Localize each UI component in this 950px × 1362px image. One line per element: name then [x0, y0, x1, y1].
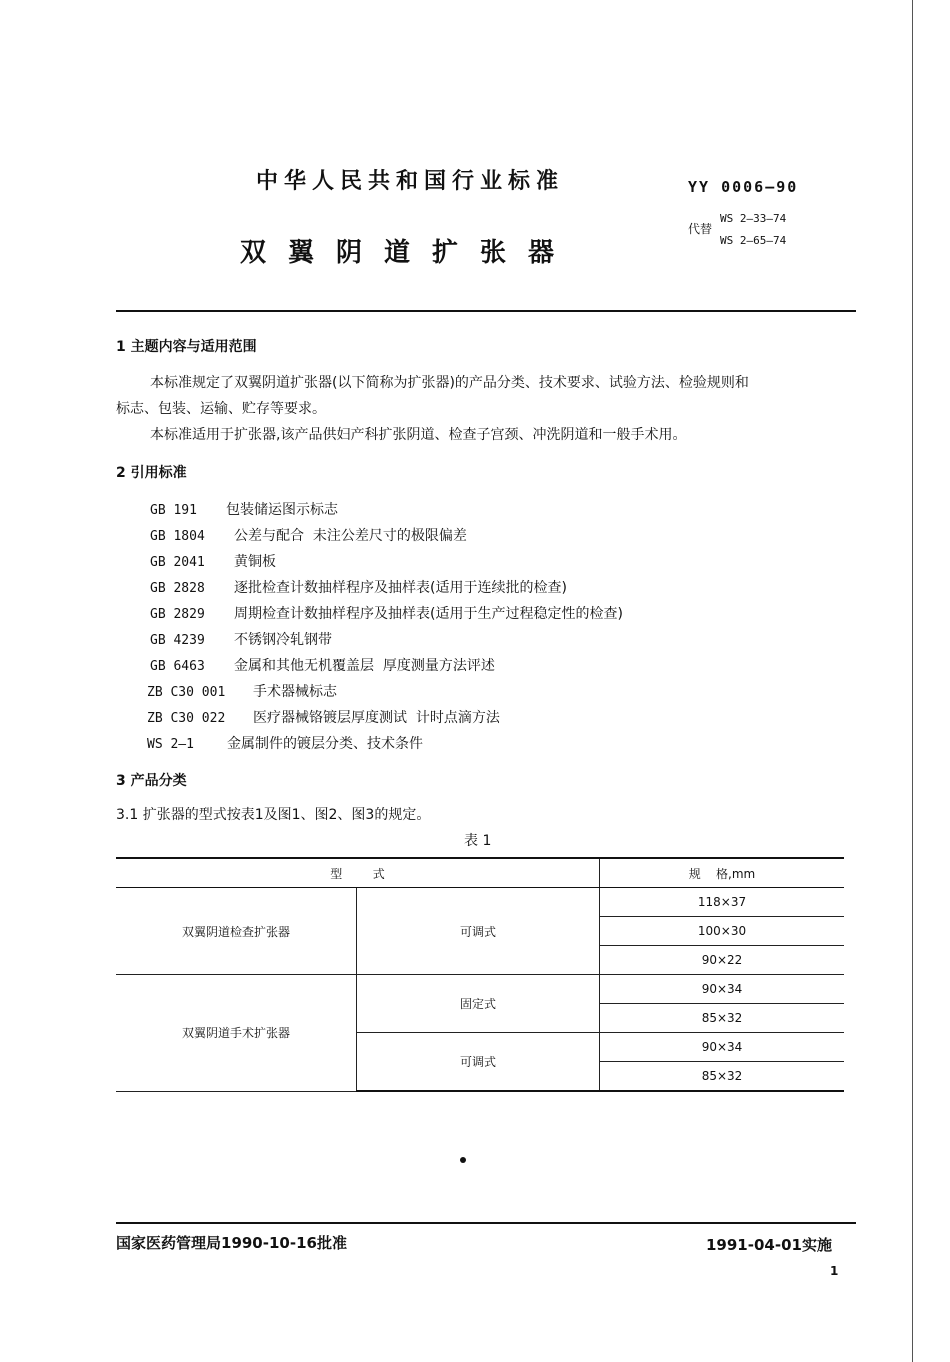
- header-spec: 规 格,mm: [600, 858, 845, 888]
- reference-title: 金属和其他无机覆盖层 厚度测量方法评述: [234, 658, 495, 674]
- reference-title: 手术器械标志: [253, 684, 337, 700]
- document-title: 双翼阴道扩张器: [240, 238, 577, 268]
- reference-item: [147, 733, 423, 753]
- spec-table: [116, 857, 844, 1092]
- reference-item: [150, 551, 276, 571]
- header-type: 型 式: [116, 858, 600, 888]
- table-row: [116, 888, 844, 917]
- group-2-fixed: 固定式: [357, 975, 600, 1033]
- replaces-label: 代替: [688, 222, 713, 236]
- reference-title: 周期检查计数抽样程序及抽样表(适用于生产过程稳定性的检查): [234, 606, 623, 622]
- approval-line: 国家医药管理局1990-10-16批准: [116, 1234, 347, 1252]
- standard-code: YY 0006—90: [688, 178, 799, 196]
- reference-code: GB 2828: [150, 581, 205, 596]
- section-1-heading: 1 主题内容与适用范围: [116, 339, 257, 355]
- replaced-standard-2: WS 2—65—74: [720, 234, 787, 247]
- reference-title: 包装储运图示标志: [226, 502, 338, 518]
- spec-cell: 85×32: [600, 1062, 845, 1092]
- section-3-heading: 3 产品分类: [116, 773, 187, 789]
- reference-code: GB 1804: [150, 529, 205, 544]
- national-standard-title: 中华人民共和国行业标准: [256, 169, 565, 194]
- header-divider: [116, 310, 856, 312]
- table-caption: 表 1: [464, 833, 492, 849]
- group-1-name: 双翼阴道检查扩张器: [116, 888, 357, 975]
- section-1-para-2: 本标准适用于扩张器,该产品供妇产科扩张阴道、检查子宫颈、冲洗阴道和一般手术用。: [150, 427, 687, 443]
- section-1-para-1-line-1: 本标准规定了双翼阴道扩张器(以下简称为扩张器)的产品分类、技术要求、试验方法、检验规则和: [150, 375, 749, 391]
- group-2-name: 双翼阴道手术扩张器: [116, 975, 357, 1092]
- spec-cell: 85×32: [600, 1004, 845, 1033]
- spec-cell: 118×37: [600, 888, 845, 917]
- group-2-adjustable: 可调式: [357, 1033, 600, 1092]
- footer-divider: [116, 1222, 856, 1224]
- reference-item: [150, 525, 467, 545]
- spec-cell: 90×22: [600, 946, 845, 975]
- reference-code: GB 2829: [150, 607, 205, 622]
- reference-title: 公差与配合 未注公差尺寸的极限偏差: [234, 528, 467, 544]
- reference-code: WS 2—1: [147, 737, 194, 752]
- reference-title: 金属制件的镀层分类、技术条件: [227, 736, 423, 752]
- page-number: 1: [830, 1264, 839, 1278]
- spec-cell: 100×30: [600, 917, 845, 946]
- reference-code: GB 4239: [150, 633, 205, 648]
- spec-cell: 90×34: [600, 1033, 845, 1062]
- reference-item: [150, 629, 332, 649]
- table-header-row: [116, 858, 844, 888]
- section-1-para-1-line-2: 标志、包装、运输、贮存等要求。: [116, 401, 326, 417]
- group-1-style: 可调式: [357, 888, 600, 975]
- reference-code: ZB C30 022: [147, 711, 226, 726]
- reference-code: ZB C30 001: [147, 685, 226, 700]
- reference-item: [147, 681, 337, 701]
- effective-date: 1991-04-01实施: [706, 1236, 832, 1254]
- reference-title: 黄铜板: [234, 554, 276, 570]
- replaced-standard-1: WS 2—33—74: [720, 212, 787, 225]
- clause-3-1: 3.1 扩张器的型式按表1及图1、图2、图3的规定。: [116, 807, 431, 823]
- reference-title: 逐批检查计数抽样程序及抽样表(适用于连续批的检查): [234, 580, 567, 596]
- bullet-dot: [460, 1157, 466, 1163]
- reference-item: [147, 707, 500, 727]
- reference-title: 不锈钢冷轧钢带: [234, 632, 332, 648]
- section-2-heading: 2 引用标准: [116, 465, 187, 481]
- reference-item: [150, 499, 338, 519]
- table-row: [116, 975, 844, 1004]
- reference-code: GB 191: [150, 503, 197, 518]
- reference-code: GB 2041: [150, 555, 205, 570]
- reference-item: [150, 655, 495, 675]
- spec-cell: 90×34: [600, 975, 845, 1004]
- reference-item: [150, 603, 623, 623]
- page-edge-line: [912, 0, 913, 1362]
- reference-title: 医疗器械铬镀层厚度测试 计时点滴方法: [253, 710, 500, 726]
- reference-code: GB 6463: [150, 659, 205, 674]
- reference-item: [150, 577, 567, 597]
